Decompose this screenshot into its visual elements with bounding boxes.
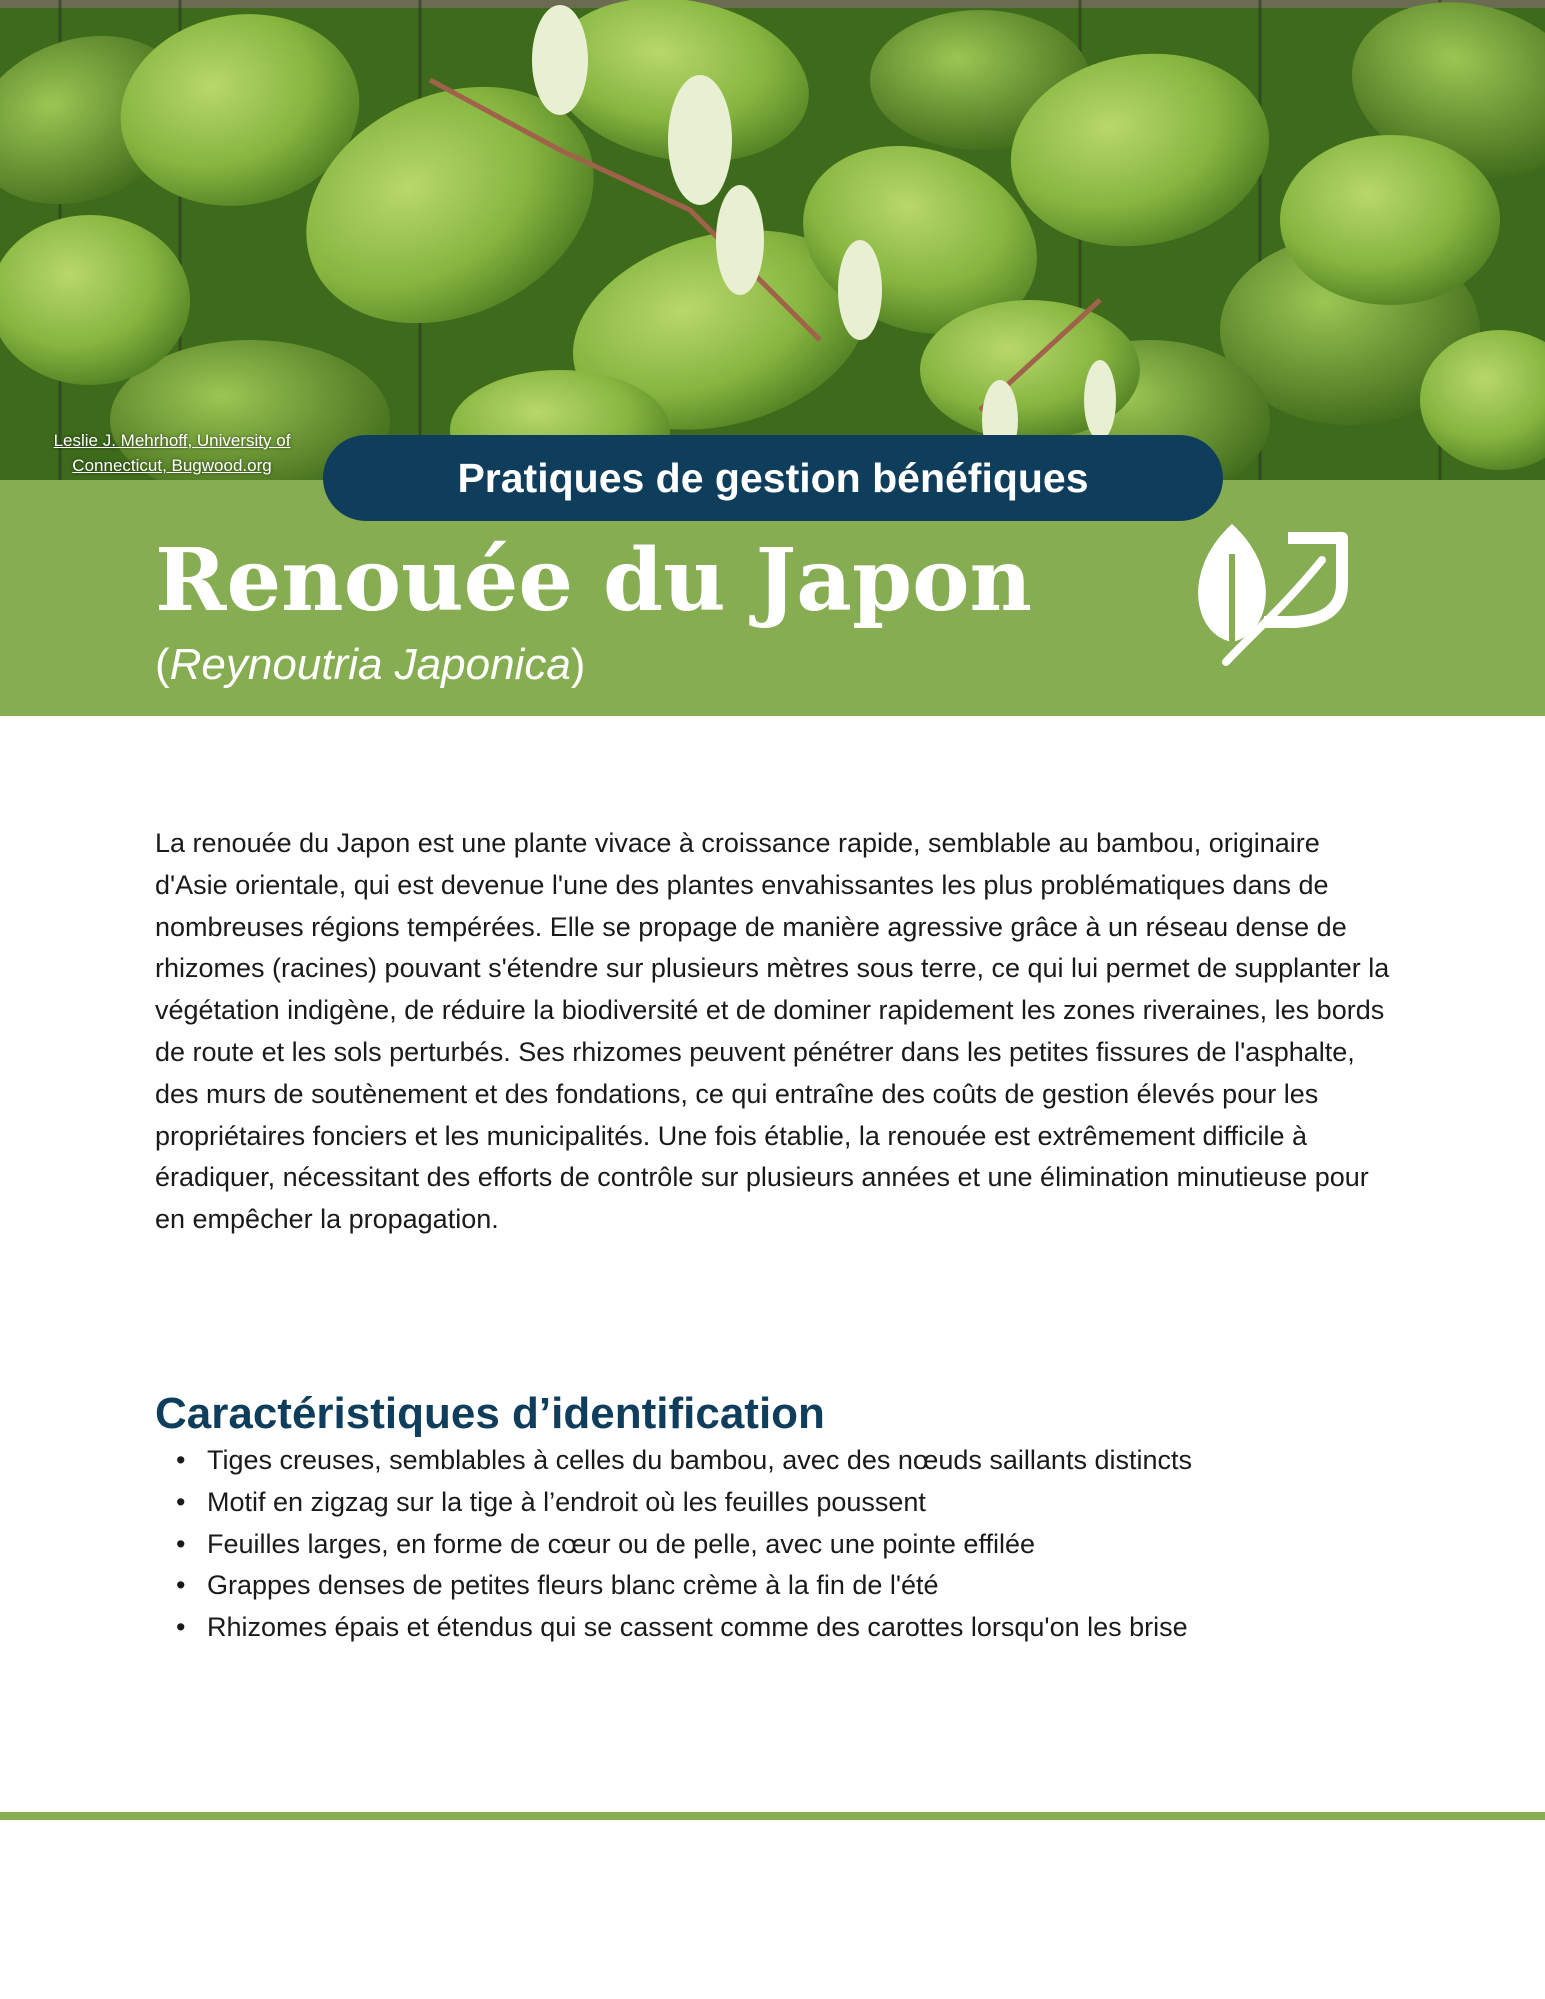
list-item-text: Rhizomes épais et étendus qui se cassent comme des carottes lorsqu'on les brise	[207, 1612, 1188, 1643]
leaf-icon	[1192, 524, 1350, 669]
identification-list	[155, 1440, 1395, 1649]
identification-heading: Caractéristiques d’identification	[155, 1389, 825, 1438]
scientific-name-text: Reynoutria Japonica	[169, 640, 571, 689]
list-item-text: Tiges creuses, semblables à celles du bambou, avec des nœuds saillants distincts	[207, 1445, 1192, 1475]
photo-credit[interactable]: Leslie J. Mehrhoff, University of Connecticut, Bugwood.org	[53, 431, 291, 475]
bullet: •	[176, 1486, 186, 1517]
page-title: Renouée du Japon	[155, 530, 1033, 631]
scientific-open-paren: (	[155, 640, 170, 689]
series-label: Pratiques de gestion bénéfiques	[323, 435, 1223, 521]
header-photo	[0, 0, 1545, 480]
list-item	[155, 1482, 1395, 1524]
bullet: •	[176, 1445, 186, 1475]
footer-divider	[0, 1812, 1545, 1820]
bullet: •	[176, 1528, 186, 1559]
list-item	[155, 1440, 1395, 1482]
knotweed-photo	[0, 0, 1545, 480]
list-item	[155, 1607, 1395, 1649]
scientific-name	[155, 635, 585, 695]
bullet: •	[176, 1612, 186, 1643]
list-item-text: Grappes denses de petites fleurs blanc crème à la fin de l'été	[207, 1570, 939, 1601]
list-item	[155, 1565, 1395, 1607]
bullet: •	[176, 1570, 186, 1601]
intro-paragraph: La renouée du Japon est une plante vivace à croissance rapide, semblable au bambou, originaire d'Asie orientale, qui est devenue l'une des plantes envahissantes les plus problématiques dans de nombreuses régions tempérées. Elle se propage de manière agressive grâce à un réseau dense de rhizomes (racines) pouvant s'étendre sur plusieurs mètres sous terre, ce qui lui permet de supplanter la végétation indigène, de réduire la biodiversité et de dominer rapidement les zones riveraines, les bords de route et les sols perturbés. Ses rhizomes peuvent pénétrer dans les petites fissures de l'asphalte, des murs de soutènement et des fondations, ce qui entraîne des coûts de gestion élevés pour les propriétaires fonciers et les municipalités. Une fois établie, la renouée est extrêmement difficile à éradiquer, nécessitant des efforts de contrôle sur plusieurs années et une élimination minutieuse pour en empêcher la propagation.	[155, 828, 1390, 1235]
list-item-text: Motif en zigzag sur la tige à l’endroit où les feuilles poussent	[207, 1486, 926, 1517]
list-item-text: Feuilles larges, en forme de cœur ou de pelle, avec une pointe effilée	[207, 1528, 1035, 1559]
scientific-close-paren: )	[570, 640, 586, 689]
list-item	[155, 1524, 1395, 1566]
